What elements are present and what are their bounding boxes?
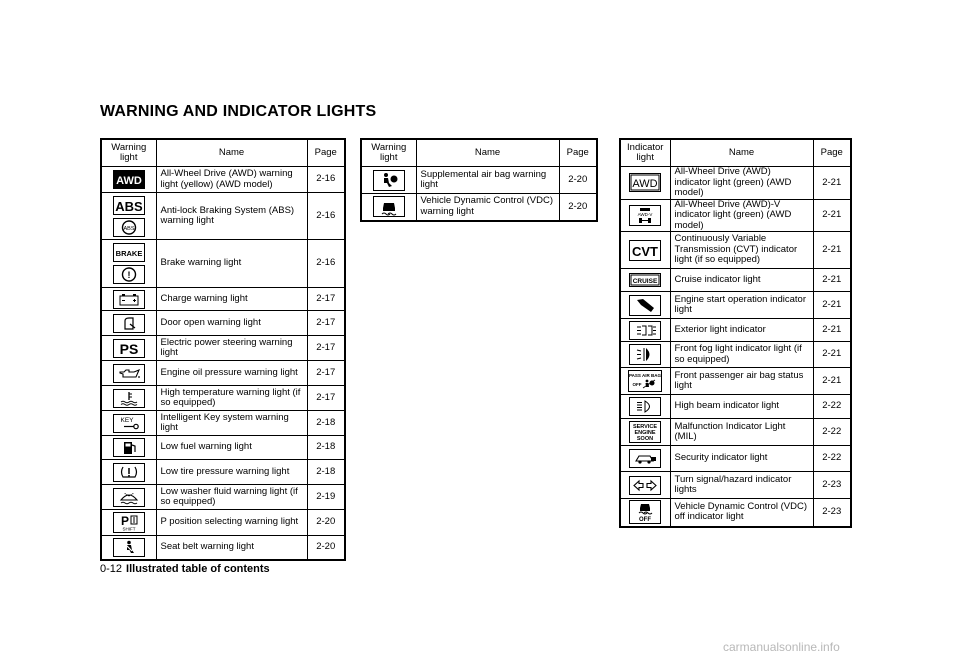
header-page: Page bbox=[307, 139, 345, 167]
row-name: Cruise indicator light bbox=[670, 269, 813, 292]
abs-circle-icon bbox=[113, 218, 145, 237]
row-name: Supplemental air bag warning light bbox=[416, 167, 559, 194]
table-row bbox=[620, 342, 851, 368]
table-row bbox=[620, 167, 851, 200]
indicator-lights-table bbox=[619, 138, 852, 528]
row-page: 2-23 bbox=[813, 499, 851, 527]
washer-fluid-icon bbox=[113, 488, 145, 507]
row-page: 2-21 bbox=[813, 342, 851, 368]
table-row bbox=[101, 336, 345, 361]
row-page: 2-20 bbox=[559, 194, 597, 221]
brake-circle-icon bbox=[113, 265, 145, 284]
header-name: Name bbox=[416, 139, 559, 167]
table-row bbox=[101, 386, 345, 411]
page-title: WARNING AND INDICATOR LIGHTS bbox=[100, 103, 377, 120]
row-page: 2-20 bbox=[307, 510, 345, 536]
row-page: 2-20 bbox=[559, 167, 597, 194]
awd-warning-icon bbox=[113, 170, 145, 189]
header-indicator-light: Indicator light bbox=[620, 139, 670, 167]
svg-text:CVT: CVT bbox=[632, 243, 659, 259]
page-footer bbox=[100, 563, 270, 575]
row-page: 2-18 bbox=[307, 460, 345, 485]
p-position-icon bbox=[113, 512, 145, 533]
row-name: Intelligent Key system warning light bbox=[156, 411, 307, 436]
high-beam-icon bbox=[629, 397, 661, 416]
row-name: Vehicle Dynamic Control (VDC) off indicator light bbox=[670, 499, 813, 527]
row-page: 2-21 bbox=[813, 269, 851, 292]
fuel-pump-icon bbox=[113, 438, 145, 457]
row-name: Security indicator light bbox=[670, 446, 813, 472]
table-row bbox=[101, 288, 345, 311]
table-row bbox=[620, 472, 851, 499]
row-name: Low washer fluid warning light (if so equipped) bbox=[156, 485, 307, 510]
row-name: All-Wheel Drive (AWD) indicator light (green) (AWD model) bbox=[670, 167, 813, 200]
svg-text:KEY: KEY bbox=[120, 416, 134, 424]
row-name: P position selecting warning light bbox=[156, 510, 307, 536]
seat-belt-icon bbox=[113, 538, 145, 557]
row-name: Door open warning light bbox=[156, 311, 307, 336]
row-page: 2-23 bbox=[813, 472, 851, 499]
brake-warning-icon bbox=[113, 243, 145, 262]
row-page: 2-20 bbox=[307, 536, 345, 560]
header-page: Page bbox=[813, 139, 851, 167]
exterior-light-icon bbox=[629, 321, 661, 340]
svg-text:ABS: ABS bbox=[115, 198, 143, 214]
warning-lights-table-continued bbox=[360, 138, 598, 222]
table-row bbox=[620, 319, 851, 342]
row-name: Engine start operation indicator light bbox=[670, 292, 813, 319]
header-warning-light: Warning light bbox=[361, 139, 416, 167]
service-engine-soon-icon bbox=[629, 421, 661, 443]
row-name: Anti-lock Braking System (ABS) warning light bbox=[156, 193, 307, 240]
svg-text:PS: PS bbox=[119, 340, 139, 357]
section-title: Illustrated table of contents bbox=[126, 563, 270, 575]
row-name: Brake warning light bbox=[156, 240, 307, 288]
row-page: 2-17 bbox=[307, 361, 345, 386]
table-row bbox=[101, 460, 345, 485]
coolant-temperature-icon bbox=[113, 389, 145, 408]
table-row bbox=[361, 194, 597, 221]
row-page: 2-22 bbox=[813, 395, 851, 419]
row-page: 2-17 bbox=[307, 386, 345, 411]
battery-charge-icon bbox=[113, 290, 145, 309]
engine-start-icon bbox=[629, 295, 661, 316]
awd-indicator-icon bbox=[629, 173, 661, 192]
row-name: Front passenger air bag status light bbox=[670, 368, 813, 395]
row-page: 2-17 bbox=[307, 311, 345, 336]
svg-text:AWD: AWD bbox=[632, 178, 658, 191]
passenger-airbag-status-icon bbox=[628, 370, 662, 392]
row-page: 2-17 bbox=[307, 288, 345, 311]
table-row bbox=[620, 292, 851, 319]
table-row bbox=[620, 368, 851, 395]
svg-text:CRUISE: CRUISE bbox=[632, 277, 658, 285]
table-row bbox=[620, 199, 851, 232]
table-row bbox=[620, 395, 851, 419]
tire-pressure-icon bbox=[113, 463, 145, 482]
svg-text:SERVICE: SERVICE bbox=[633, 424, 658, 430]
row-page: 2-16 bbox=[307, 240, 345, 288]
header-page: Page bbox=[559, 139, 597, 167]
row-name: Seat belt warning light bbox=[156, 536, 307, 560]
row-name: Exterior light indicator bbox=[670, 319, 813, 342]
turn-signal-icon bbox=[629, 476, 661, 495]
row-name: Malfunction Indicator Light (MIL) bbox=[670, 419, 813, 446]
table-row bbox=[101, 510, 345, 536]
svg-text:SHIFT: SHIFT bbox=[122, 526, 136, 532]
row-page: 2-18 bbox=[307, 436, 345, 460]
svg-text:OFF: OFF bbox=[639, 517, 652, 524]
svg-text:!: ! bbox=[127, 270, 131, 280]
table-header bbox=[101, 139, 345, 167]
row-name: Turn signal/hazard indicator lights bbox=[670, 472, 813, 499]
front-fog-icon bbox=[629, 344, 661, 365]
cvt-icon bbox=[629, 240, 661, 261]
svg-text:P: P bbox=[120, 514, 129, 528]
row-page: 2-21 bbox=[813, 368, 851, 395]
table-row bbox=[620, 499, 851, 527]
table-row bbox=[101, 240, 345, 288]
oil-can-icon bbox=[113, 364, 145, 383]
airbag-icon bbox=[373, 170, 405, 191]
abs-warning-icon bbox=[113, 196, 145, 215]
vdc-icon bbox=[373, 196, 405, 217]
svg-text:AWD-V: AWD-V bbox=[637, 211, 653, 217]
table-row bbox=[361, 167, 597, 194]
row-page: 2-21 bbox=[813, 232, 851, 269]
table-row bbox=[620, 419, 851, 446]
page-number: 0-12 bbox=[100, 563, 123, 575]
row-page: 2-21 bbox=[813, 167, 851, 200]
svg-text:ENGINE: ENGINE bbox=[634, 430, 656, 436]
row-page: 2-17 bbox=[307, 336, 345, 361]
row-page: 2-21 bbox=[813, 199, 851, 232]
row-name: All-Wheel Drive (AWD)-V indicator light (green) (AWD model) bbox=[670, 199, 813, 232]
table-row bbox=[101, 411, 345, 436]
table-row bbox=[620, 269, 851, 292]
table-row bbox=[101, 436, 345, 460]
row-page: 2-19 bbox=[307, 485, 345, 510]
table-row bbox=[620, 446, 851, 472]
table-header bbox=[361, 139, 597, 167]
table-row bbox=[101, 536, 345, 560]
table-row bbox=[101, 485, 345, 510]
row-page: 2-16 bbox=[307, 193, 345, 240]
cruise-icon bbox=[629, 273, 661, 287]
row-page: 2-18 bbox=[307, 411, 345, 436]
row-name: Charge warning light bbox=[156, 288, 307, 311]
svg-text:PASS AIR BAG: PASS AIR BAG bbox=[629, 373, 662, 378]
watermark: carmanualsonline.info bbox=[723, 640, 840, 654]
row-name: Continuously Variable Transmission (CVT) indicator light (if so equipped) bbox=[670, 232, 813, 269]
row-page: 2-22 bbox=[813, 446, 851, 472]
table-row bbox=[101, 311, 345, 336]
svg-text:BRAKE: BRAKE bbox=[115, 249, 143, 258]
header-name: Name bbox=[156, 139, 307, 167]
svg-text:OFF: OFF bbox=[632, 382, 642, 387]
warning-lights-table bbox=[100, 138, 346, 561]
row-name: High temperature warning light (if so equipped) bbox=[156, 386, 307, 411]
row-name: All-Wheel Drive (AWD) warning light (yellow) (AWD model) bbox=[156, 167, 307, 193]
svg-text:AWD: AWD bbox=[115, 175, 142, 187]
table-row bbox=[101, 167, 345, 193]
row-name: Electric power steering warning light bbox=[156, 336, 307, 361]
power-steering-icon bbox=[113, 339, 145, 358]
awd-v-icon bbox=[629, 205, 661, 226]
row-page: 2-22 bbox=[813, 419, 851, 446]
security-car-icon bbox=[629, 449, 661, 468]
row-page: 2-21 bbox=[813, 319, 851, 342]
key-icon bbox=[113, 414, 145, 433]
svg-text:ABS: ABS bbox=[123, 225, 135, 232]
row-name: Front fog light indicator light (if so equipped) bbox=[670, 342, 813, 368]
row-name: Vehicle Dynamic Control (VDC) warning light bbox=[416, 194, 559, 221]
row-page: 2-16 bbox=[307, 167, 345, 193]
table-row bbox=[101, 361, 345, 386]
row-name: Engine oil pressure warning light bbox=[156, 361, 307, 386]
vdc-off-icon bbox=[629, 500, 661, 524]
table-row bbox=[620, 232, 851, 269]
row-name: Low tire pressure warning light bbox=[156, 460, 307, 485]
table-header bbox=[620, 139, 851, 167]
header-warning-light: Warning light bbox=[101, 139, 156, 167]
header-name: Name bbox=[670, 139, 813, 167]
row-name: High beam indicator light bbox=[670, 395, 813, 419]
row-page: 2-21 bbox=[813, 292, 851, 319]
svg-text:SOON: SOON bbox=[637, 436, 654, 442]
table-row bbox=[101, 193, 345, 240]
row-name: Low fuel warning light bbox=[156, 436, 307, 460]
door-open-icon bbox=[113, 314, 145, 333]
